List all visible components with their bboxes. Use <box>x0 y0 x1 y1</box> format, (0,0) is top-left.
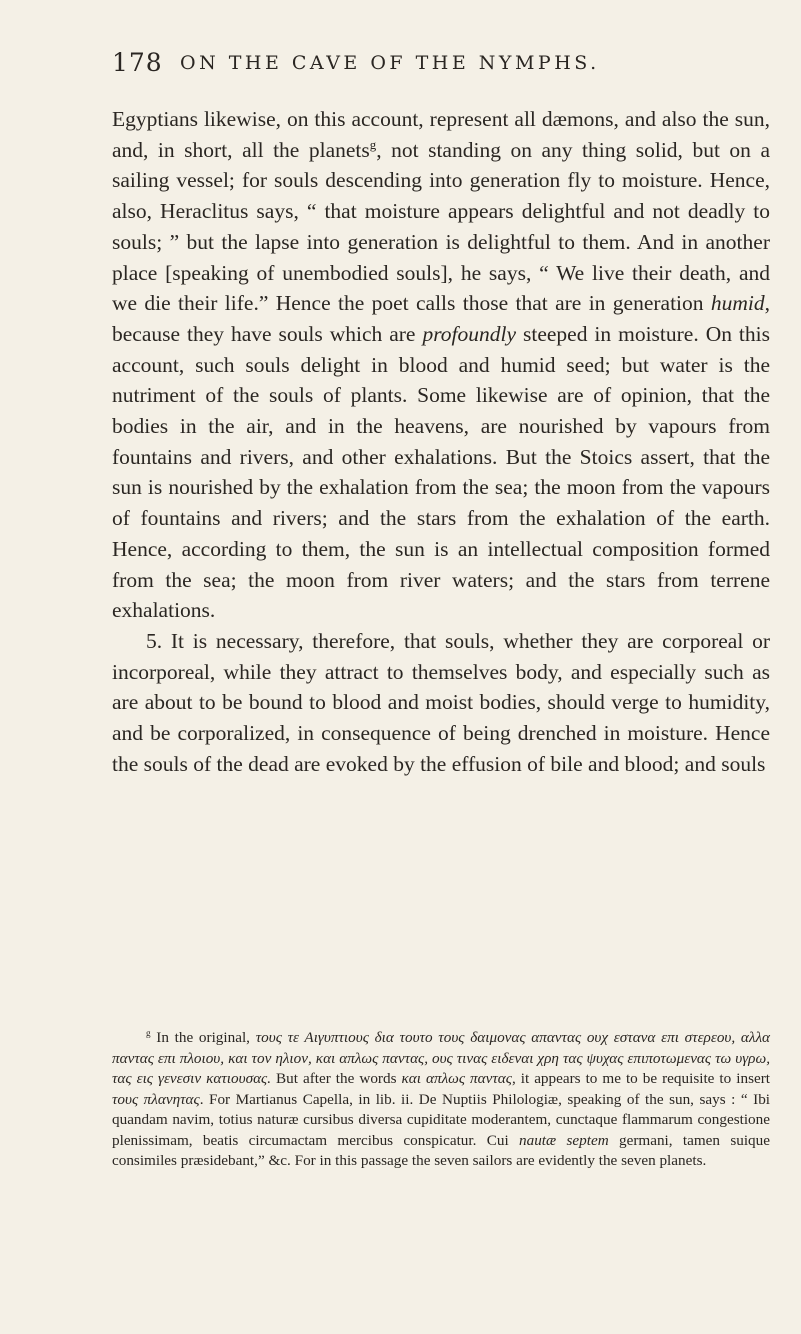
running-title: ON THE CAVE OF THE NYMPHS. <box>180 52 600 74</box>
italic-term: humid <box>710 291 765 316</box>
text-span: germani, tamen suique consimiles præsidebant,” &c. For in this passage the seven sailors are evidently the seven planets. <box>112 1131 770 1169</box>
italic-term: profoundly <box>422 321 517 346</box>
main-text <box>112 104 770 779</box>
footnote-marker: g <box>146 1027 151 1038</box>
footnote-paragraph <box>112 1028 770 1172</box>
text-span: Egyptians likewise, on this account, represent all dæmons, and also the sun, and, in short, all the planets <box>112 107 770 162</box>
text-span: , it appears to me to be requisite to insert <box>511 1070 770 1087</box>
page-header <box>112 48 772 88</box>
text-span: But after the words <box>271 1070 402 1087</box>
italic-term: nautæ septem <box>519 1131 609 1149</box>
page-number: 178 <box>112 48 163 77</box>
text-span: , because they have souls which are <box>112 291 770 346</box>
text-span: , not standing on any thing solid, but on a sailing vessel; for souls descending into generation fly to moisture. Hence, also, Heraclitus says, “ that moisture appears delightful and not deadly to souls; ” but the lapse into generation is delightful to them. And in another place [speaking of unembodied souls], he says, “ We live their death, and we die their life.” Hence the poet calls those that are in generation <box>112 137 770 316</box>
greek-quote: τους τε Αιγυπτιους δια τουτο τους δαιμονας απαντας ουχ εστανα επι στερεου, αλλα παντας επι πλοιου, και τον ηλιον, και απλως παντας, ους τινας ειδεναι χρη τας ψυχας επιποτωμενας τω υγρω, τας εις γενεσιν κατιουσας. <box>112 1029 771 1087</box>
text-span: steeped in moisture. On this account, such souls delight in blood and humid seed; but water is the nutriment of the souls of plants. Some likewise are of opinion, that the bodies in the air, and in the heavens, are nourished by vapours from fountains and rivers, and other exhalations. But the Stoics assert, that the sun is nourished by the exhalation from the sea; the moon from the vapours of fountains and rivers; and the stars from the exhalation of the earth. Hence, according to them, the sun is an intellectual composition formed from the sea; the moon from river waters; and the stars from terrene exhalations. <box>112 321 770 623</box>
paragraph-1 <box>112 104 770 626</box>
text-span: In the original, <box>150 1029 256 1046</box>
paragraph-2: 5. It is necessary, therefore, that souls, whether they are corporeal or incorporeal, while they attract to themselves body, and especially such as are about to be bound to blood and moist bodies, should verge to humidity, and be corporalized, in consequence of being drenched in moisture. Hence the souls of the dead are evoked by the effusion of bile and blood; and souls <box>112 628 770 776</box>
footnote <box>112 1028 770 1172</box>
text-span: . For Martianus Capella, in lib. ii. De Nuptiis Philologiæ, speaking of the sun, says : “ Ibi quandam navim, totius naturæ cursibus diversa cupiditate moderantem, cunctaque flammarum congestione plenissimam, beatis circumactam mercibus conspicatur. Cui <box>112 1090 771 1149</box>
greek-quote: και απλως παντας <box>401 1070 512 1087</box>
footnote-ref: g <box>369 137 377 152</box>
greek-quote: τους πλανητας <box>112 1090 200 1108</box>
